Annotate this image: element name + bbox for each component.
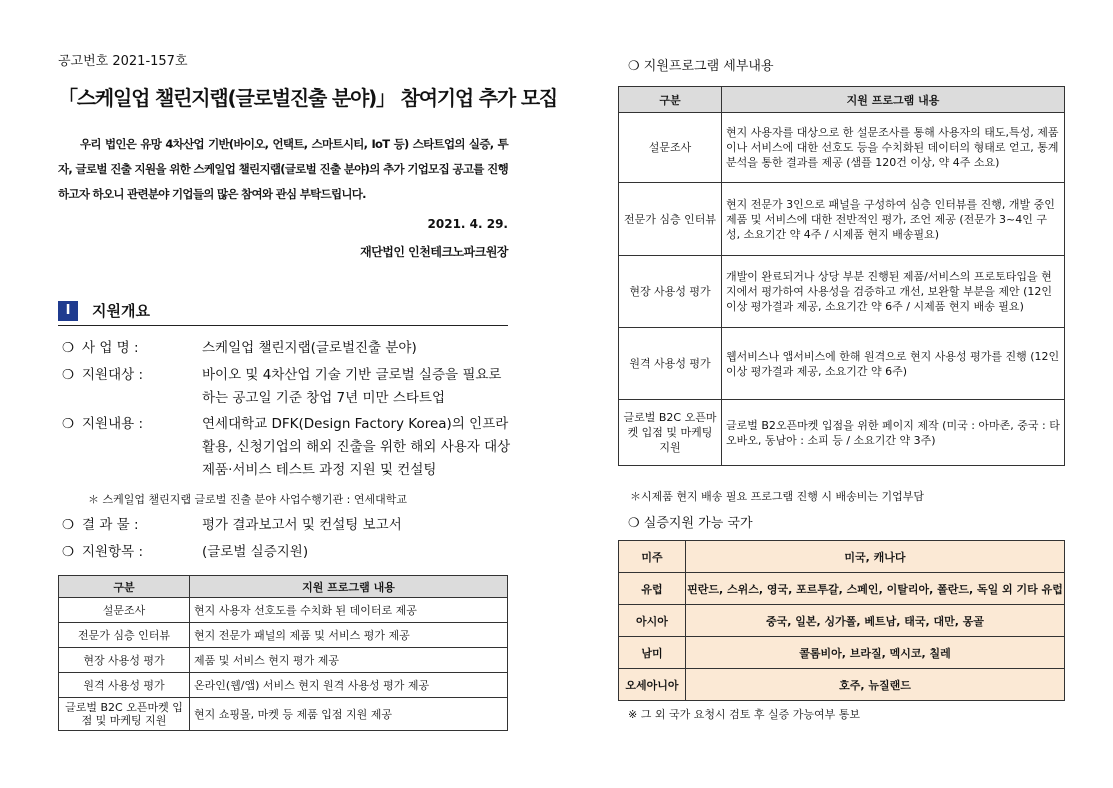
bullet-icon: ❍ [62,367,75,383]
table-cell-content: 현지 전문가 패널의 제품 및 서비스 평가 제공 [190,623,508,648]
notice-number: 공고번호 2021-157호 [58,54,188,69]
table-cell-category: 설문조사 [59,598,190,623]
bullet-icon: ❍ [62,517,75,533]
section-header [58,299,508,326]
table-cell-content: 현지 쇼핑몰, 마켓 등 제품 입점 지원 제공 [190,698,508,731]
countries-heading-text: 실증지원 가능 국가 [643,516,753,531]
table-cell-category: 원격 사용성 평가 [619,328,722,400]
table-cell-category: 글로벌 B2C 오픈마켓 입점 및 마케팅 지원 [59,698,190,731]
overview-item-support [62,541,512,564]
table-cell-content: 제품 및 서비스 현지 평가 제공 [190,648,508,673]
countries-table [618,540,1065,701]
table-row [619,113,1065,183]
table-header-row [59,576,508,598]
section-title: 지원개요 [92,302,150,320]
page-title: 「스케일업 챌린지랩(글로벌진출 분야)」 참여기업 추가 모집 [58,86,558,110]
table-cell-category: 설문조사 [619,113,722,183]
region-cell: 남미 [619,637,686,669]
overview-label: 결 과 물 : [82,517,139,533]
program-detail-heading-text: 지원프로그램 세부내용 [643,59,774,74]
table-cell-content: 현지 사용자 선호도를 수치화 된 데이터로 제공 [190,598,508,623]
footnote-shipping: ＊시제품 현지 배송 필요 프로그램 진행 시 배송비는 기업부담 [630,490,924,503]
table-cell-content: 웹서비스나 앱서비스에 한해 원격으로 현지 사용성 평가를 진행 (12인 이상 평가결과 제공, 소요기간 약 6주) [722,328,1065,400]
table-cell-content: 현지 전문가 3인으로 패널을 구성하여 심층 인터뷰를 진행, 개발 중인 제품 및 서비스에 대한 전반적인 평가, 조언 제공 (전문가 3~4인 구성, 소요기간 약 4주 / 시제품 현지 배송필요) [722,183,1065,256]
bullet-icon: ❍ [628,59,640,74]
countries-heading [628,512,753,531]
table-cell-content: 온라인(웹/앱) 서비스 현지 원격 사용성 평가 제공 [190,673,508,698]
table-header-category: 구분 [59,576,190,598]
overview-item-deliverable [62,514,512,537]
table-row [619,605,1065,637]
overview-value: 평가 결과보고서 및 컨설팅 보고서 [202,517,402,533]
countries-cell: 호주, 뉴질랜드 [686,669,1065,701]
table-cell-category: 현장 사용성 평가 [59,648,190,673]
overview-label: 지원내용 : [82,416,144,432]
bullet-icon: ❍ [62,544,75,560]
table-row [619,183,1065,256]
table-row [619,573,1065,605]
organization-name: 재단법인 인천테크노파크원장 [360,245,508,259]
overview-item-project [62,337,512,360]
overview-item-target [62,364,512,410]
overview-item-content [62,413,512,482]
countries-cell: 중국, 일본, 싱가폴, 베트남, 태국, 대만, 몽골 [686,605,1065,637]
table-row [619,400,1065,466]
region-cell: 미주 [619,541,686,573]
section-number-badge: Ⅰ [58,301,78,321]
table-row [619,669,1065,701]
intro-paragraph: 우리 법인은 유망 4차산업 기반(바이오, 언택트, 스마트시티, IoT 등) 스타트업의 실증, 투자, 글로벌 진출 지원을 위한 스케일업 챌린지랩(글로벌 진출 분야)의 추가 기업모집 공고를 진행하고자 하오니 관련분야 기업들의 많은 참여와 관심 부탁드립니다. [58,137,508,201]
support-program-detail-table [618,86,1065,466]
overview-value: (글로벌 실증지원) [202,544,309,560]
table-cell-category: 현장 사용성 평가 [619,256,722,328]
table-cell-content: 개발이 완료되거나 상당 부분 진행된 제품/서비스의 프로토타입을 현지에서 평가하여 사용성을 검증하고 개선, 보완할 부분을 제안 (12인 이상 평가결과 제공, 소요기간 약 6주 / 시제품 현지 배송 필요) [722,256,1065,328]
table-row [59,598,508,623]
footnote-other-countries: ※ 그 외 국가 요청시 검토 후 실증 가능여부 통보 [628,708,860,721]
table-header-category: 구분 [619,87,722,113]
countries-cell: 핀란드, 스위스, 영국, 포르투갈, 스페인, 이탈리아, 폴란드, 독일 외 기타 유럽 [686,573,1065,605]
table-cell-category: 원격 사용성 평가 [59,673,190,698]
table-cell-content: 현지 사용자를 대상으로 한 설문조사를 통해 사용자의 태도,특성, 제품이나 서비스에 대한 선호도 등을 수치화된 데이터의 형태로 얻고, 통계분석을 통한 결과를 제공 (샘플 120건 이상, 약 4주 소요) [722,113,1065,183]
overview-value: 바이오 및 4차산업 기술 기반 글로벌 실증을 필요로 하는 공고일 기준 창업 7년 미만 스타트업 [202,367,502,406]
region-cell: 유럽 [619,573,686,605]
bullet-icon: ❍ [628,516,640,531]
table-row [59,673,508,698]
table-cell-category: 전문가 심층 인터뷰 [59,623,190,648]
table-row [619,541,1065,573]
table-row [59,623,508,648]
bullet-icon: ❍ [62,340,75,356]
table-header-row [619,87,1065,113]
table-row [59,648,508,673]
overview-label: 사 업 명 : [82,340,139,356]
notice-date: 2021. 4. 29. [427,217,508,231]
countries-cell: 미국, 캐나다 [686,541,1065,573]
table-row [619,256,1065,328]
table-cell-content: 글로벌 B2오픈마켓 입점을 위한 페이지 제작 (미국 : 아마존, 중국 : 타오바오, 동남아 : 소피 등 / 소요기간 약 3주) [722,400,1065,466]
table-cell-category: 전문가 심층 인터뷰 [619,183,722,256]
bullet-icon: ❍ [62,416,75,432]
table-row [59,698,508,731]
overview-value: 스케일업 챌린지랩(글로벌진출 분야) [202,340,417,356]
countries-cell: 콜롬비아, 브라질, 멕시코, 칠레 [686,637,1065,669]
table-cell-category: 글로벌 B2C 오픈마켓 입점 및 마케팅 지원 [619,400,722,466]
overview-value: 연세대학교 DFK(Design Factory Korea)의 인프라 활용, 신청기업의 해외 진출을 위한 해외 사용자 대상 제품·서비스 테스트 과정 지원 및 컨설팅 [202,416,511,478]
region-cell: 오세아니아 [619,669,686,701]
table-header-content: 지원 프로그램 내용 [190,576,508,598]
table-row [619,328,1065,400]
support-program-summary-table [58,575,508,731]
table-row [619,637,1065,669]
table-header-content: 지원 프로그램 내용 [722,87,1065,113]
region-cell: 아시아 [619,605,686,637]
overview-label: 지원항목 : [82,544,144,560]
overview-label: 지원대상 : [82,367,144,383]
footnote-left: ＊ 스케일업 챌린지랩 글로벌 진출 분야 사업수행기관 : 연세대학교 [88,493,407,506]
program-detail-heading [628,55,774,74]
